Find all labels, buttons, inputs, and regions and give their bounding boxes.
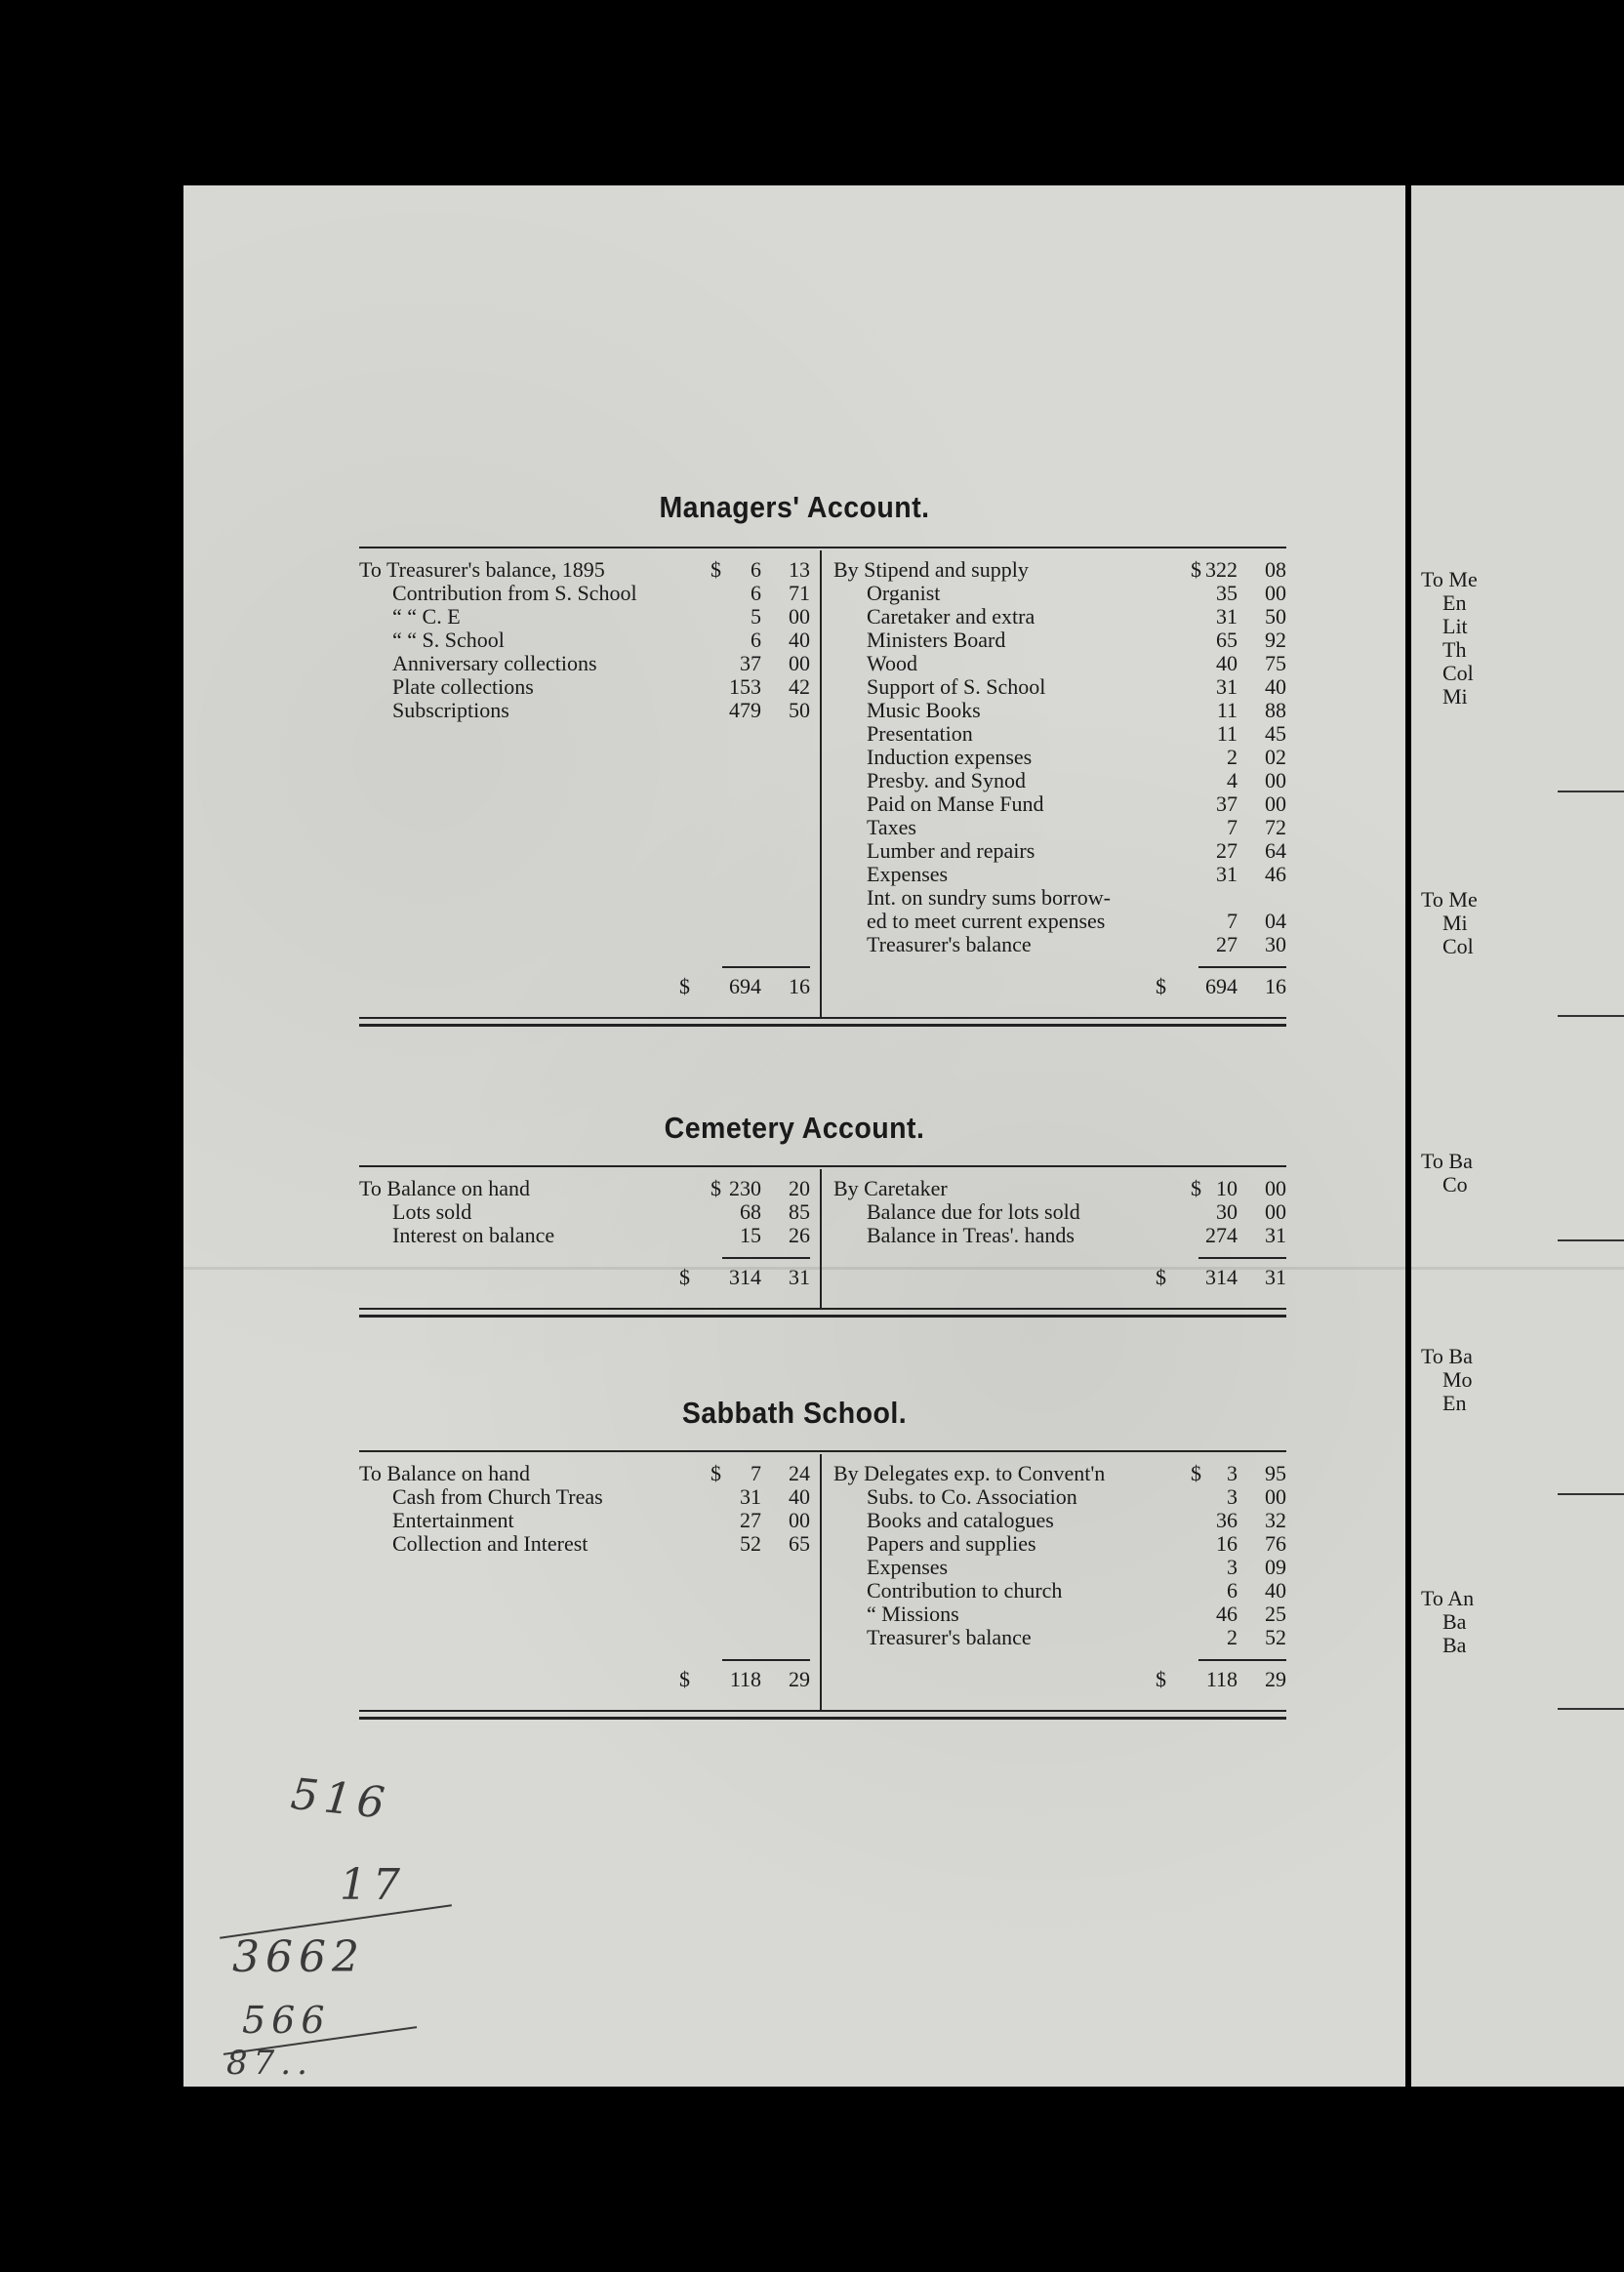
dollar-sign: $: [1156, 1265, 1166, 1289]
managers-account-ledger: [359, 547, 1286, 1035]
amount-dollars: 2: [1227, 745, 1238, 769]
dollar-sign: $: [1191, 1461, 1201, 1485]
ledger-row: [359, 1532, 810, 1556]
ledger-row: [833, 582, 1286, 605]
amount-cents: 26: [789, 1223, 810, 1247]
column-divider: [820, 550, 822, 1019]
document-page: [183, 185, 1405, 2087]
ledger-top-rule: [359, 1450, 1286, 1452]
ledger-row: [833, 675, 1286, 699]
sabbath-school-ledger: [359, 1450, 1286, 1706]
amount-dollars: 7: [1227, 909, 1238, 933]
total-cents: 31: [789, 1265, 810, 1289]
ledger-row: [359, 1200, 810, 1224]
ledger-row: [833, 1579, 1286, 1603]
receipts-column: [359, 1462, 810, 1556]
managers-account-title: Managers' Account.: [659, 490, 930, 524]
total-dollars: 118: [729, 1667, 761, 1691]
receipts-column: [359, 1177, 810, 1247]
rule-thick: [359, 1315, 1286, 1318]
amount-dollars: 11: [1216, 721, 1238, 746]
amount-cents: 20: [789, 1176, 810, 1200]
expenditures-total: [1091, 1667, 1286, 1692]
sum-rule: [1198, 1257, 1286, 1259]
amount-dollars: 35: [1216, 581, 1238, 605]
receipts-total: [615, 1667, 810, 1692]
ledger-item-label: Wood: [867, 651, 918, 675]
amount-cents: 00: [1265, 1199, 1286, 1224]
total-cents: 29: [789, 1667, 810, 1691]
ledger-row: [833, 652, 1286, 675]
amount-dollars: 27: [1216, 838, 1238, 863]
amount-dollars: 37: [1216, 791, 1238, 816]
amount-cents: 52: [1265, 1625, 1286, 1649]
ledger-item-label: Presentation: [867, 721, 973, 746]
ledger-row: [833, 886, 1286, 910]
amount-cents: 42: [789, 674, 810, 699]
ledger-item-label: To Balance on hand: [359, 1461, 531, 1485]
amount-dollars: 27: [740, 1508, 761, 1532]
amount-cents: 00: [789, 1508, 810, 1532]
sum-rule: [1198, 966, 1286, 968]
ledger-item-label: Lumber and repairs: [867, 838, 1035, 863]
total-cents: 16: [1265, 974, 1286, 998]
ledger-item-label: Balance in Treas'. hands: [867, 1223, 1075, 1247]
ledger-item-label: Int. on sundry sums borrow-: [867, 885, 1111, 910]
amount-cents: 85: [789, 1199, 810, 1224]
sum-rule: [722, 1257, 810, 1259]
ledger-row: [833, 1532, 1286, 1556]
amount-dollars: 5: [751, 604, 761, 629]
amount-cents: 40: [1265, 674, 1286, 699]
amount-cents: 02: [1265, 745, 1286, 769]
amount-cents: 30: [1265, 932, 1286, 956]
ledger-row: [833, 933, 1286, 956]
amount-dollars: 7: [751, 1461, 761, 1485]
ledger-row: [833, 839, 1286, 863]
amount-cents: 40: [789, 628, 810, 652]
amount-cents: 25: [1265, 1602, 1286, 1626]
amount-cents: 50: [1265, 604, 1286, 629]
ledger-row: [359, 1177, 810, 1200]
rule-thin: [359, 1017, 1286, 1019]
receipts-total: [615, 974, 810, 999]
amount-dollars: 322: [1205, 557, 1238, 582]
dollar-sign: $: [710, 1176, 721, 1200]
dollar-sign: $: [679, 1265, 690, 1289]
total-cents: 29: [1265, 1667, 1286, 1691]
ledger-item-label: Induction expenses: [867, 745, 1033, 769]
amount-dollars: 7: [1227, 815, 1238, 839]
dollar-sign: $: [1156, 1667, 1166, 1691]
ledger-item-label: Expenses: [867, 862, 949, 886]
amount-cents: 46: [1265, 862, 1286, 886]
amount-cents: 88: [1265, 698, 1286, 722]
receipts-total: [615, 1265, 810, 1290]
ledger-row: [359, 629, 810, 652]
ledger-item-label: Lots sold: [392, 1199, 472, 1224]
handwritten-line-2: 17: [340, 1860, 406, 1910]
ledger-item-label: Support of S. School: [867, 674, 1046, 699]
dollar-sign: $: [710, 557, 721, 582]
ledger-item-label: Music Books: [867, 698, 981, 722]
amount-cents: 75: [1265, 651, 1286, 675]
adjacent-page-fragment-text: To An: [1421, 1586, 1475, 1610]
amount-cents: 65: [789, 1531, 810, 1556]
ledger-item-label: Treasurer's balance: [867, 1625, 1032, 1649]
amount-cents: 00: [1265, 581, 1286, 605]
ledger-row: [833, 558, 1286, 582]
amount-cents: 64: [1265, 838, 1286, 863]
ledger-item-label: Papers and supplies: [867, 1531, 1036, 1556]
amount-cents: 13: [789, 557, 810, 582]
total-dollars: 118: [1205, 1667, 1238, 1691]
adjacent-page-fragment-text: Th: [1442, 637, 1467, 662]
amount-dollars: 15: [740, 1223, 761, 1247]
ledger-item-label: Treasurer's balance: [867, 932, 1032, 956]
amount-dollars: 274: [1205, 1223, 1238, 1247]
ledger-row: [359, 605, 810, 629]
ledger-item-label: To Balance on hand: [359, 1176, 531, 1200]
amount-dollars: 3: [1227, 1555, 1238, 1579]
total-dollars: 314: [1205, 1265, 1238, 1289]
amount-dollars: 31: [1216, 862, 1238, 886]
expenditures-total: [1091, 974, 1286, 999]
adjacent-page-fragment-text: En: [1442, 590, 1467, 615]
ledger-item-label: Anniversary collections: [392, 651, 597, 675]
amount-dollars: 3: [1227, 1461, 1238, 1485]
amount-cents: 24: [789, 1461, 810, 1485]
dollar-sign: $: [679, 974, 690, 998]
amount-dollars: 153: [729, 674, 761, 699]
adjacent-page-fragment-text: To Ba: [1421, 1344, 1473, 1368]
amount-dollars: 27: [1216, 932, 1238, 956]
ledger-item-label: Contribution from S. School: [392, 581, 637, 605]
expenditures-total: [1091, 1265, 1286, 1290]
cemetery-account-title: Cemetery Account.: [664, 1111, 925, 1145]
ledger-item-label: Presby. and Synod: [867, 768, 1026, 792]
amount-cents: 00: [1265, 768, 1286, 792]
amount-dollars: 230: [729, 1176, 761, 1200]
ledger-item-label: Subs. to Co. Association: [867, 1484, 1077, 1509]
ledger-item-label: Plate collections: [392, 674, 534, 699]
amount-dollars: 40: [1216, 651, 1238, 675]
ledger-row: [359, 1462, 810, 1485]
ledger-row: [833, 1556, 1286, 1579]
ledger-row: [833, 1626, 1286, 1649]
adjacent-page-fragment: [1411, 185, 1624, 2087]
handwritten-line-1: 516: [288, 1768, 393, 1830]
adjacent-page-fragment-text: To Me: [1421, 887, 1478, 912]
amount-dollars: 30: [1216, 1199, 1238, 1224]
sabbath-school-title: Sabbath School.: [681, 1396, 908, 1430]
ledger-row: [833, 1462, 1286, 1485]
ledger-row: [833, 910, 1286, 933]
amount-dollars: 31: [1216, 604, 1238, 629]
ledger-item-label: By Delegates exp. to Convent'n: [833, 1461, 1106, 1485]
amount-cents: 32: [1265, 1508, 1286, 1532]
adjacent-page-fragment-text: Col: [1442, 934, 1474, 958]
ledger-top-rule: [359, 547, 1286, 548]
amount-dollars: 4: [1227, 768, 1238, 792]
ledger-item-label: “ Missions: [867, 1602, 959, 1626]
amount-dollars: 6: [751, 628, 761, 652]
adjacent-page-fragment-text: Mo: [1442, 1367, 1473, 1392]
total-cents: 31: [1265, 1265, 1286, 1289]
ledger-item-label: Ministers Board: [867, 628, 1006, 652]
amount-cents: 00: [1265, 791, 1286, 816]
ledger-item-label: Paid on Manse Fund: [867, 791, 1044, 816]
ledger-row: [359, 1224, 810, 1247]
ledger-item-label: Books and catalogues: [867, 1508, 1054, 1532]
ledger-row: [833, 769, 1286, 792]
amount-dollars: 6: [751, 581, 761, 605]
ledger-row: [833, 1485, 1286, 1509]
expenditures-column: [833, 1462, 1286, 1649]
ledger-item-label: Caretaker and extra: [867, 604, 1035, 629]
rule-thin: [359, 1308, 1286, 1310]
sum-rule: [722, 1659, 810, 1661]
ledger-row: [359, 1509, 810, 1532]
rule-thick: [359, 1024, 1286, 1027]
total-cents: 16: [789, 974, 810, 998]
ledger-item-label: Cash from Church Treas: [392, 1484, 603, 1509]
ledger-row: [833, 1603, 1286, 1626]
adjacent-page-fragment-text: Mi: [1442, 911, 1468, 935]
amount-dollars: 6: [751, 557, 761, 582]
ledger-row: [833, 1177, 1286, 1200]
dollar-sign: $: [1156, 974, 1166, 998]
amount-cents: 50: [789, 698, 810, 722]
ledger-row: [833, 722, 1286, 746]
amount-dollars: 46: [1216, 1602, 1238, 1626]
ledger-row: [359, 675, 810, 699]
ledger-item-label: Contribution to church: [867, 1578, 1063, 1603]
ledger-row: [833, 1224, 1286, 1247]
adjacent-page-fragment-text: To Ba: [1421, 1149, 1473, 1173]
cemetery-account-ledger: [359, 1165, 1286, 1327]
ledger-item-label: Collection and Interest: [392, 1531, 589, 1556]
amount-dollars: 3: [1227, 1484, 1238, 1509]
amount-dollars: 6: [1227, 1578, 1238, 1603]
total-dollars: 694: [729, 974, 761, 998]
expenditures-column: [833, 558, 1286, 956]
adjacent-page-fragment-text: Ba: [1442, 1609, 1467, 1634]
ledger-item-label: Taxes: [867, 815, 916, 839]
amount-cents: 04: [1265, 909, 1286, 933]
ledger-row: [359, 699, 810, 722]
adjacent-page-rule: [1558, 1708, 1624, 1710]
amount-cents: 00: [1265, 1176, 1286, 1200]
dollar-sign: $: [1191, 557, 1201, 582]
ledger-top-rule: [359, 1165, 1286, 1167]
receipts-column: [359, 558, 810, 722]
ledger-row: [833, 1200, 1286, 1224]
dollar-sign: $: [710, 1461, 721, 1485]
ledger-item-label: “ “ C. E: [392, 604, 461, 629]
ledger-item-label: “ “ S. School: [392, 628, 505, 652]
adjacent-page-fragment-text: Lit: [1442, 614, 1468, 638]
amount-dollars: 31: [1216, 674, 1238, 699]
amount-dollars: 36: [1216, 1508, 1238, 1532]
ledger-row: [833, 746, 1286, 769]
adjacent-page-fragment-text: Co: [1442, 1172, 1468, 1197]
dollar-sign: $: [679, 1667, 690, 1691]
amount-dollars: 11: [1216, 698, 1238, 722]
handwritten-line-4: 566: [242, 1999, 331, 2042]
amount-cents: 00: [789, 651, 810, 675]
column-divider: [820, 1454, 822, 1712]
ledger-item-label: Interest on balance: [392, 1223, 555, 1247]
amount-dollars: 52: [740, 1531, 761, 1556]
ledger-row: [833, 1509, 1286, 1532]
rule-thin: [359, 1710, 1286, 1712]
dollar-sign: $: [1191, 1176, 1201, 1200]
expenditures-column: [833, 1177, 1286, 1247]
ledger-item-label: By Caretaker: [833, 1176, 948, 1200]
ledger-row: [359, 582, 810, 605]
amount-cents: 40: [1265, 1578, 1286, 1603]
amount-cents: 92: [1265, 628, 1286, 652]
sum-rule: [1198, 1659, 1286, 1661]
amount-dollars: 16: [1216, 1531, 1238, 1556]
adjacent-page-fragment-text: Col: [1442, 661, 1474, 685]
rule-thick: [359, 1717, 1286, 1720]
amount-cents: 09: [1265, 1555, 1286, 1579]
ledger-item-label: Expenses: [867, 1555, 949, 1579]
adjacent-page-rule: [1558, 1493, 1624, 1495]
ledger-row: [359, 652, 810, 675]
handwritten-line-3: 3662: [232, 1932, 365, 1982]
column-divider: [820, 1169, 822, 1310]
adjacent-page-fragment-text: Ba: [1442, 1633, 1467, 1657]
amount-cents: 00: [789, 604, 810, 629]
ledger-item-label: Balance due for lots sold: [867, 1199, 1080, 1224]
adjacent-page-rule: [1558, 1015, 1624, 1017]
ledger-item-label: Entertainment: [392, 1508, 514, 1532]
amount-dollars: 10: [1216, 1176, 1238, 1200]
amount-cents: 40: [789, 1484, 810, 1509]
amount-cents: 95: [1265, 1461, 1286, 1485]
amount-cents: 72: [1265, 815, 1286, 839]
ledger-row: [833, 629, 1286, 652]
amount-cents: 45: [1265, 721, 1286, 746]
ledger-row: [833, 863, 1286, 886]
adjacent-page-fragment-text: To Me: [1421, 567, 1478, 591]
ledger-item-label: Subscriptions: [392, 698, 509, 722]
ledger-row: [833, 816, 1286, 839]
amount-dollars: 31: [740, 1484, 761, 1509]
ledger-item-label: By Stipend and supply: [833, 557, 1029, 582]
total-dollars: 694: [1205, 974, 1238, 998]
amount-cents: 00: [1265, 1484, 1286, 1509]
ledger-item-label: Organist: [867, 581, 941, 605]
amount-cents: 71: [789, 581, 810, 605]
adjacent-page-rule: [1558, 791, 1624, 792]
sum-rule: [722, 966, 810, 968]
ledger-row: [833, 792, 1286, 816]
ledger-row: [359, 1485, 810, 1509]
ledger-item-label: To Treasurer's balance, 1895: [359, 557, 605, 582]
adjacent-page-fragment-text: En: [1442, 1391, 1467, 1415]
amount-dollars: 37: [740, 651, 761, 675]
amount-dollars: 68: [740, 1199, 761, 1224]
fold-crease-right: [1411, 1267, 1624, 1270]
ledger-row: [833, 605, 1286, 629]
ledger-row: [359, 558, 810, 582]
amount-dollars: 65: [1216, 628, 1238, 652]
adjacent-page-fragment-text: Mi: [1442, 684, 1468, 709]
amount-cents: 76: [1265, 1531, 1286, 1556]
amount-dollars: 2: [1227, 1625, 1238, 1649]
amount-cents: 31: [1265, 1223, 1286, 1247]
ledger-item-label: ed to meet current expenses: [867, 909, 1106, 933]
ledger-row: [833, 699, 1286, 722]
handwritten-line-5: 87..: [226, 2044, 313, 2083]
amount-dollars: 479: [729, 698, 761, 722]
total-dollars: 314: [729, 1265, 761, 1289]
adjacent-page-rule: [1558, 1239, 1624, 1241]
amount-cents: 08: [1265, 557, 1286, 582]
